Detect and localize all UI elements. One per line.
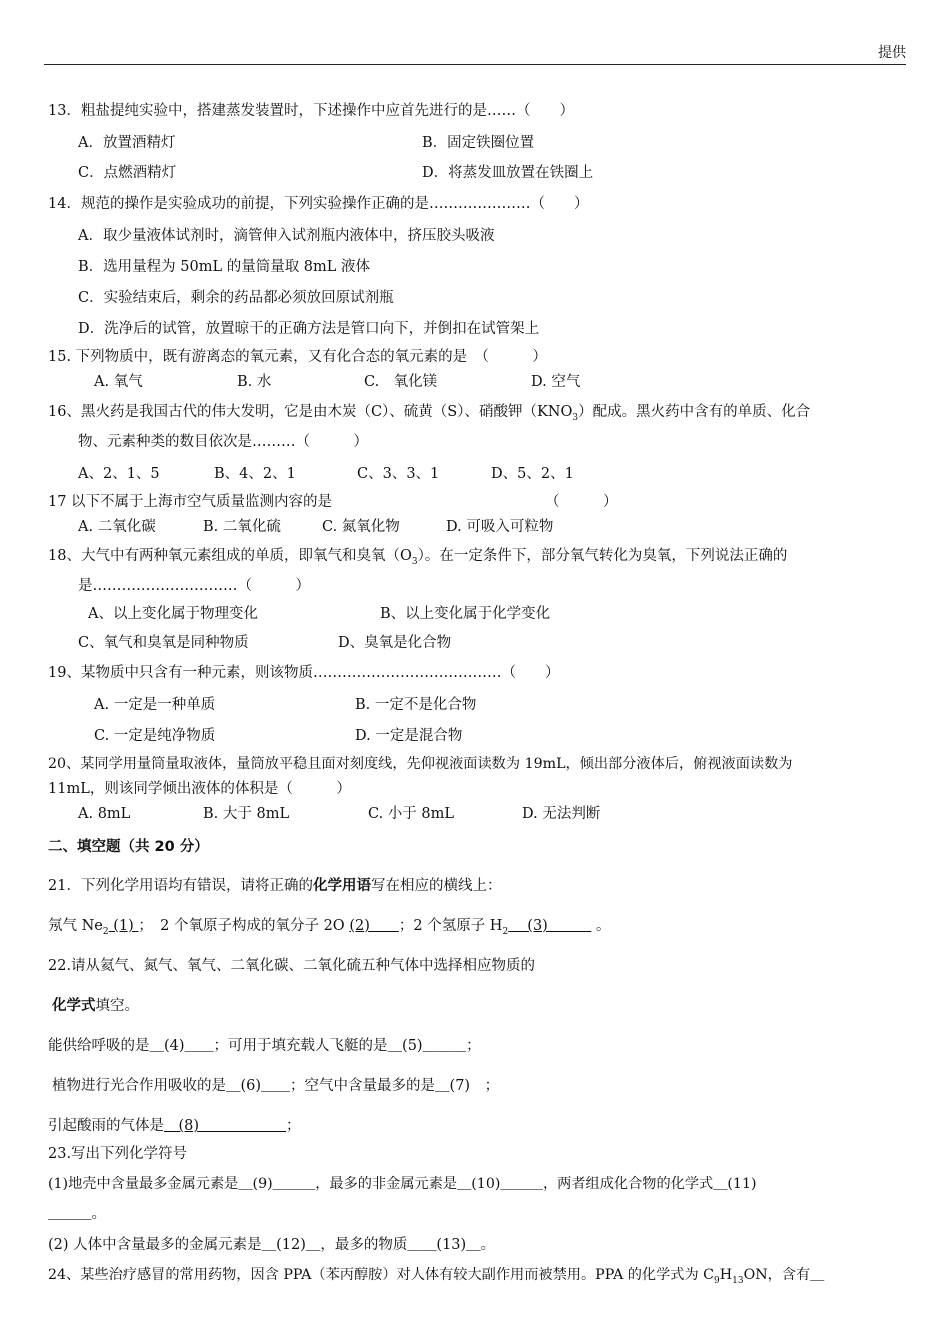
q14-option-d: D．洗净后的试管，放置晾干的正确方法是管口向下，并倒扣在试管架上 xyxy=(78,321,540,337)
q14-option-c: C．实验结束后，剩余的药品都必须放回原试剂瓶 xyxy=(78,290,394,306)
q15-option-a: A. 氧气 xyxy=(94,374,143,390)
q16-stem-line1: 16、黑火药是我国古代的伟大发明，它是由木炭（C）、硫黄（S）、硝酸钾$(KNO_3)$配成。黑火药中含有的单质、化合 xyxy=(48,404,811,423)
q18-option-d: D、臭氧是化合物 xyxy=(338,635,452,651)
q23-line2: (2) 人体中含量最多的金属元素是＿(12)＿，最多的物质＿＿(13)＿。 xyxy=(48,1237,496,1253)
q17-stem: 17 以下不属于上海市空气质量监测内容的是 xyxy=(48,494,333,510)
q24-stem: 24、某些治疗感冒的常用药物，因含 PPA（苯丙醇胺）对人体有较大副作用而被禁用。PPA 的化学式为 $C_9H_{13}ON$，含有＿ xyxy=(48,1267,825,1286)
blank-2: (2) xyxy=(349,918,399,934)
q14-option-b: B．选用量程为 50mL 的量筒量取 8mL 液体 xyxy=(78,259,371,275)
blank-8: (8) xyxy=(164,1118,287,1134)
q19-option-c: C. 一定是纯净物质 xyxy=(94,728,216,744)
q18-option-a: A、以上变化属于物理变化 xyxy=(88,606,258,622)
q23-line1: (1)地壳中含量最多金属元素是＿(9)＿＿＿，最多的非金属元素是＿(10)＿＿＿，两者组成化合物的化学式＿(11) xyxy=(48,1176,757,1192)
q22-stem-line2: 化学式填空。 xyxy=(52,998,139,1014)
q17-option-b: B. 二氧化硫 xyxy=(203,519,281,535)
page-header xyxy=(44,38,906,65)
q19-option-a: A. 一定是一种单质 xyxy=(94,697,216,713)
q19-stem: 19、某物质中只含有一种元素，则该物质…………………………………（ ） xyxy=(48,665,560,681)
q20-option-d: D. 无法判断 xyxy=(522,806,601,822)
q21-line1: 氖气 $Ne_2$ (1) ； 2 个氧原子构成的氧分子 2O (2) ；2 个氢原子 $H_2$ (3) 。 xyxy=(48,918,611,937)
q18-stem-line1: 18、大气中有两种氧元素组成的单质，即氧气和臭氧$(O_3)$。在一定条件下，部分氧气转化为臭氧，下列说法正确的 xyxy=(48,548,788,567)
q18-option-c: C、氧气和臭氧是同种物质 xyxy=(78,635,249,651)
q15-option-d: D. 空气 xyxy=(531,374,581,390)
q20-stem-line1: 20、某同学用量筒量取液体，量筒放平稳且面对刻度线，先仰视液面读数为 19mL，倾出部分液体后，俯视液面读数为 xyxy=(48,756,793,772)
q16-stem-line2: 物、元素种类的数目依次是………（ ） xyxy=(78,434,368,450)
q22-line1: 能供给呼吸的是＿(4)＿＿；可用于填充载人飞艇的是＿(5)＿＿＿； xyxy=(48,1038,481,1054)
q19-option-b: B. 一定不是化合物 xyxy=(355,697,477,713)
q14-stem: 14．规范的操作是实验成功的前提，下列实验操作正确的是…………………（ ） xyxy=(48,196,589,212)
q15-option-b: B. 水 xyxy=(237,374,272,390)
q14-option-a: A．取少量液体试剂时，滴管伸入试剂瓶内液体中，挤压胶头吸液 xyxy=(78,228,495,244)
q17-option-d: D. 可吸入可粒物 xyxy=(446,519,554,535)
q19-option-d: D. 一定是混合物 xyxy=(355,728,463,744)
q21-stem: 21．下列化学用语均有错误，请将正确的化学用语写在相应的横线上： xyxy=(48,878,502,894)
q20-option-c: C. 小于 8mL xyxy=(368,806,455,822)
q13-stem: 13．粗盐提纯实验中，搭建蒸发装置时，下述操作中应首先进行的是……（ ） xyxy=(48,103,574,119)
section-title-fill-in: 二、填空题（共 20 分） xyxy=(48,839,209,855)
q20-option-b: B. 大于 8mL xyxy=(203,806,290,822)
q16-option-a: A、2、1、5 xyxy=(78,466,160,482)
q20-option-a: A. 8mL xyxy=(78,806,131,822)
q15-option-c: C. 氧化镁 xyxy=(364,374,438,390)
q16-option-d: D、5、2、1 xyxy=(491,466,574,482)
q18-stem-line2: 是…………………………（ ） xyxy=(78,578,310,594)
q20-stem-line2: 11mL，则该同学倾出液体的体积是（ ） xyxy=(48,781,351,797)
q13-option-c: C．点燃酒精灯 xyxy=(78,165,177,181)
q22-line3: 引起酸雨的气体是 (8) ； xyxy=(48,1118,301,1134)
q22-stem: 22.请从氦气、氮气、氧气、二氧化碳、二氧化硫五种气体中选择相应物质的 xyxy=(48,958,536,974)
q22-line2: 植物进行光合作用吸收的是＿(6)＿＿；空气中含量最多的是＿(7) ； xyxy=(52,1078,500,1094)
q16-option-b: B、4、2、1 xyxy=(214,466,296,482)
q23-stem: 23.写出下列化学符号 xyxy=(48,1146,188,1162)
q17-option-a: A. 二氧化碳 xyxy=(78,519,156,535)
q16-option-c: C、3、3、1 xyxy=(357,466,440,482)
q13-option-b: B．固定铁圈位置 xyxy=(422,135,535,151)
q18-option-b: B、以上变化属于化学变化 xyxy=(380,606,551,622)
q15-stem: 15. 下列物质中，既有游离态的氧元素，又有化合态的氧元素的是 （ ） xyxy=(48,349,547,365)
header-text: 提供 xyxy=(878,45,906,61)
blank-3: (3) xyxy=(508,918,592,934)
q13-option-a: A．放置酒精灯 xyxy=(78,135,176,151)
q17-answer-paren: （ ） xyxy=(545,494,618,510)
q13-option-d: D．将蒸发皿放置在铁圈上 xyxy=(422,165,594,181)
q17-option-c: C. 氮氧化物 xyxy=(322,519,400,535)
blank-1: (1) xyxy=(108,918,139,934)
q23-line1-cont: ＿＿＿。 xyxy=(48,1206,106,1222)
